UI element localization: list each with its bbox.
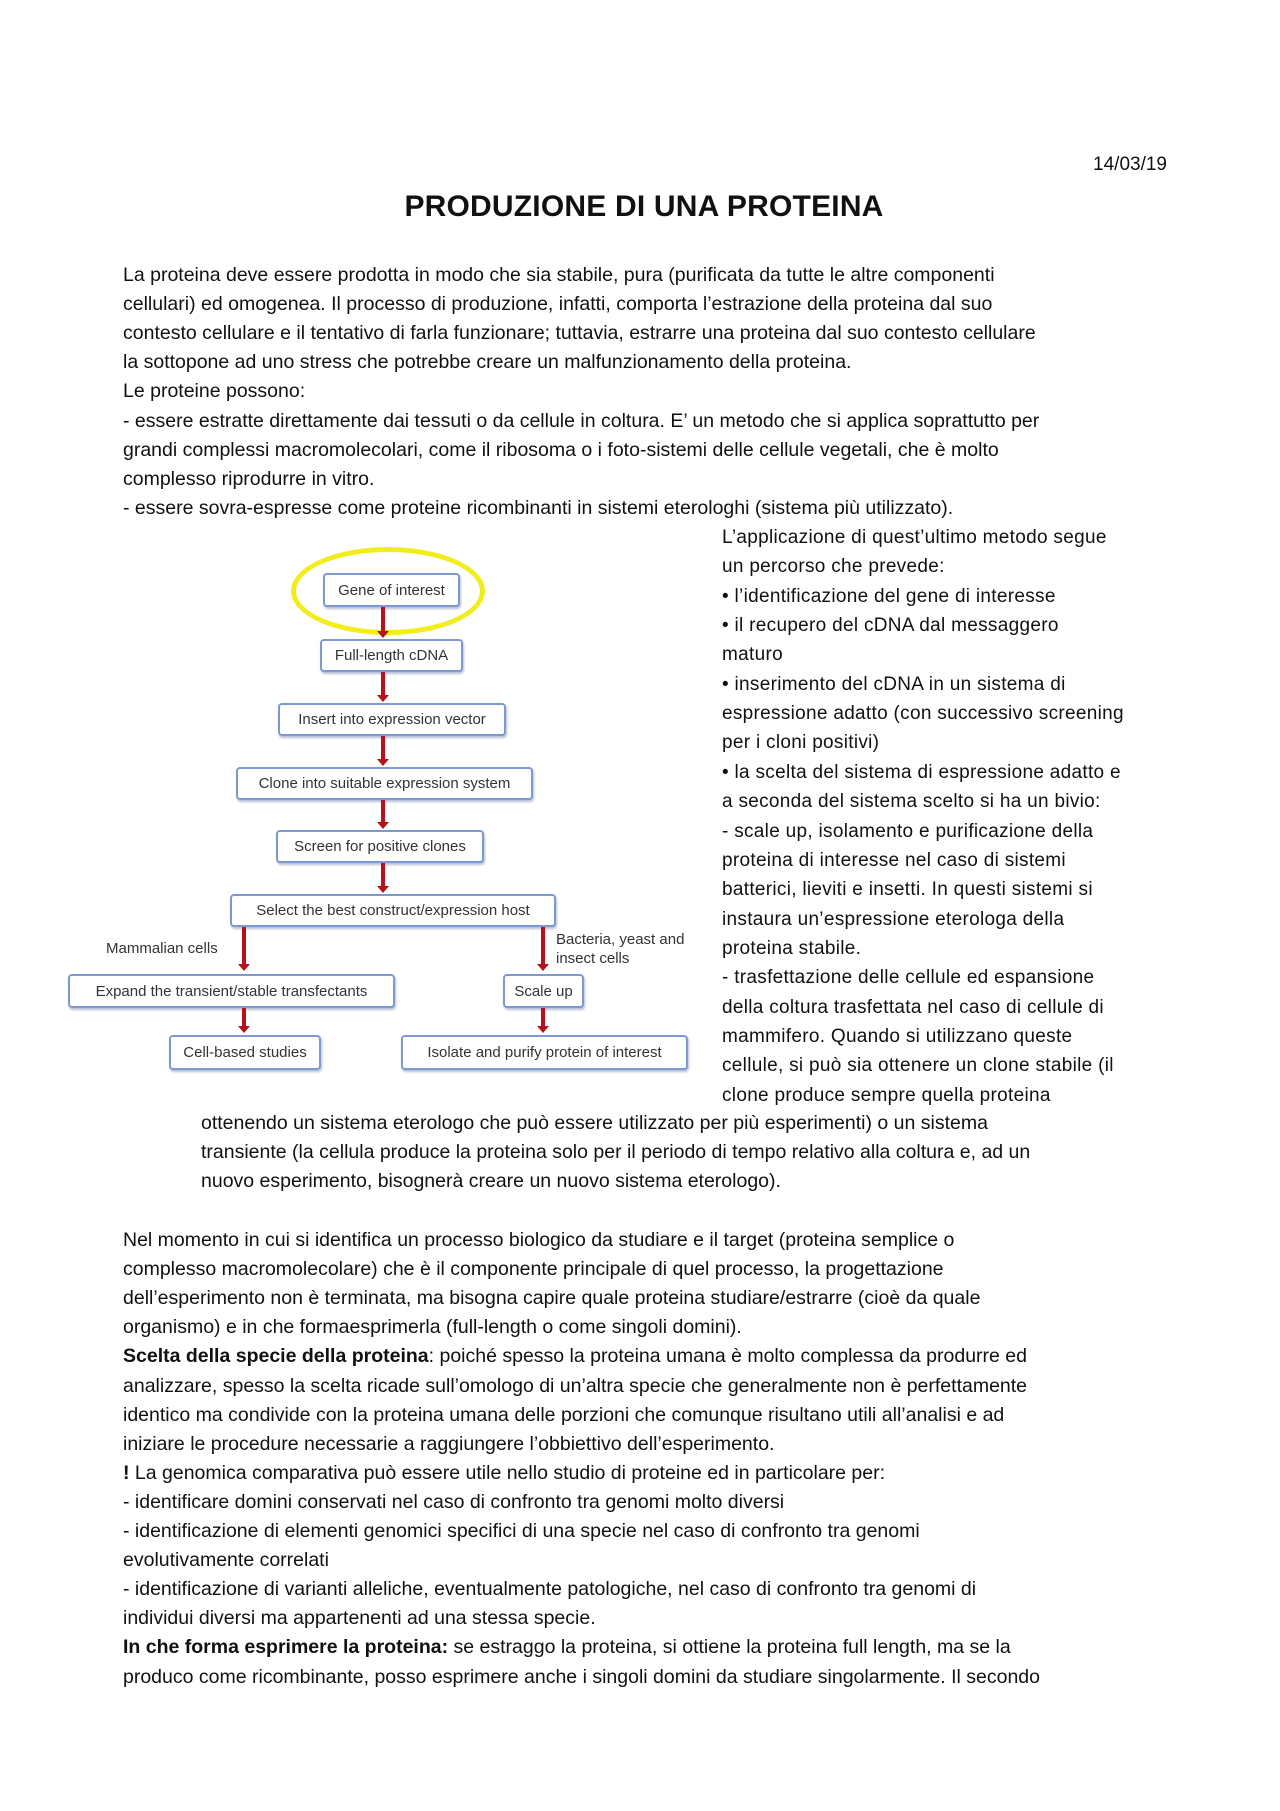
text-line-content: nuovo esperimento, bisognerà creare un nuovo sistema eterologo). — [201, 1170, 781, 1193]
text-line-content: La proteina deve essere prodotta in modo che sia stabile, pura (purificata da tutte le altre componenti — [123, 264, 995, 286]
text-line-content: Nel momento in cui si identifica un processo biologico da studiare e il target (proteina semplice o — [123, 1229, 955, 1251]
text-line — [123, 290, 992, 319]
text-line — [722, 758, 1121, 787]
text-line-content: complesso macromolecolare) che è il componente principale di quel processo, la progettazione — [123, 1258, 944, 1281]
text-line — [722, 934, 861, 963]
text-line — [722, 787, 1101, 816]
text-line — [123, 1546, 329, 1575]
arrow-down-icon — [541, 927, 545, 965]
bold-heading: ! — [123, 1461, 130, 1484]
text-line — [123, 1255, 944, 1284]
text-line — [123, 465, 374, 494]
bold-heading: In che forma esprimere la proteina: — [123, 1636, 449, 1659]
text-line — [123, 1372, 1027, 1401]
text-line — [123, 348, 851, 377]
text-line-content: instaura un’espressione eterologa della — [722, 908, 1065, 930]
text-line — [123, 1226, 954, 1255]
text-line — [123, 1663, 1040, 1692]
text-line-content: mammifero. Quando si utilizzano queste — [722, 1025, 1073, 1047]
text-line-content: grandi complessi macromolecolari, come il ribosoma o i foto-sistemi delle cellule vegetali, che è molto — [123, 438, 999, 461]
text-line — [722, 728, 879, 757]
text-line-content: individui diversi ma appartenenti ad una stessa specie. — [123, 1607, 596, 1630]
text-line — [722, 905, 1064, 934]
text-line-content: La genomica comparativa può essere utile nello studio di proteine ed in particolare per: — [129, 1461, 886, 1484]
step-gene-of-interest: Gene of interest — [323, 573, 460, 607]
step-select-host: Select the best construct/expression host — [230, 894, 556, 927]
text-line — [123, 1459, 885, 1488]
text-line-content: iniziare le procedure necessarie a raggiungere l’obbiettivo dell’esperimento. — [123, 1432, 775, 1455]
arrow-down-icon — [242, 1008, 246, 1027]
text-line-content: - trasfettazione delle cellule ed espansione — [722, 967, 1095, 989]
text-line-content: - essere estratte direttamente dai tessuti o da cellule in coltura. E’ un metodo che si applica soprattutto per — [123, 409, 1040, 432]
text-line — [722, 1022, 1072, 1051]
branch-label-bacteria-line2: insect cells — [556, 950, 630, 967]
text-line — [123, 261, 995, 290]
text-line — [722, 1081, 1051, 1110]
page-title: PRODUZIONE DI UNA PROTEINA — [404, 190, 884, 223]
arrow-down-icon — [381, 672, 385, 696]
text-line — [123, 1342, 1027, 1371]
step-screen-clones: Screen for positive clones — [276, 830, 484, 863]
text-line-content: complesso riprodurre in vitro. — [123, 467, 375, 490]
text-line-content: un percorso che prevede: — [722, 556, 945, 578]
text-line-content: contesto cellulare e il tentativo di farla funzionare; tuttavia, estrarre una proteina dal suo contesto cellulare — [123, 322, 1036, 345]
text-line-content: - identificazione di varianti alleliche, eventualmente patologiche, nel caso di confronto tra genomi di — [123, 1578, 977, 1601]
text-line — [123, 1401, 1004, 1430]
arrow-down-icon — [541, 1008, 545, 1027]
text-line-content: L’applicazione di quest’ultimo metodo segue — [722, 527, 1107, 548]
text-line — [123, 319, 1036, 348]
text-line-content: : poiché spesso la proteina umana è molto complessa da produrre ed — [428, 1345, 1027, 1368]
text-line-content: proteina stabile. — [722, 937, 862, 959]
text-line-content: la sottopone ad uno stress che potrebbe creare un malfunzionamento della proteina. — [123, 351, 852, 374]
text-line — [722, 1051, 1114, 1080]
text-line-content: analizzare, spesso la scelta ricade sull’omologo di un’altra specie che generalmente non è perfettamente — [123, 1374, 1028, 1397]
text-line-content: per i cloni positivi) — [722, 732, 880, 754]
arrow-down-icon — [242, 927, 246, 965]
step-scale-up: Scale up — [503, 974, 584, 1008]
text-line — [123, 1488, 784, 1517]
branch-label-bacteria — [556, 930, 684, 968]
text-line — [722, 582, 1056, 611]
text-line — [722, 640, 783, 669]
text-line-content: transiente (la cellula produce la proteina solo per il periodo di tempo relativo alla coltura e, ad un — [201, 1141, 1031, 1164]
text-line — [722, 875, 1093, 904]
text-line — [123, 1575, 976, 1604]
text-line — [722, 611, 1059, 640]
text-line-content: espressione adatto (con successivo screening — [722, 703, 1124, 725]
text-line-content: Le proteine possono: — [123, 380, 306, 403]
step-insert-vector: Insert into expression vector — [278, 703, 506, 736]
text-line-content: se estraggo la proteina, si ottiene la proteina full length, ma se la — [448, 1636, 1011, 1659]
branch-label-mammalian: Mammalian cells — [106, 940, 218, 957]
text-line-content: maturo — [722, 644, 783, 666]
document-date: 14/03/19 — [1093, 154, 1167, 175]
text-line-content: • l’identificazione del gene di interesse — [722, 585, 1056, 607]
text-line — [123, 1313, 742, 1342]
text-line-content: evolutivamente correlati — [123, 1549, 329, 1572]
text-line-content: - essere sovra-espresse come proteine ricombinanti in sistemi eterologhi (sistema più utilizzato). — [123, 496, 954, 519]
text-line — [123, 436, 999, 465]
text-line — [201, 1109, 988, 1138]
text-line — [722, 552, 945, 581]
text-line-content: identico ma condivide con la proteina umana delle porzioni che comunque risultano utili all’analisi e ad — [123, 1403, 1005, 1426]
text-line — [123, 1430, 774, 1459]
text-line-content: proteina di interesse nel caso di sistemi — [722, 849, 1066, 871]
text-line — [123, 1633, 1011, 1662]
text-line — [123, 407, 1039, 436]
step-full-length-cdna: Full-length cDNA — [320, 639, 463, 672]
arrow-down-icon — [381, 863, 385, 887]
step-isolate-purify: Isolate and purify protein of interest — [401, 1035, 688, 1070]
text-line — [201, 1167, 781, 1196]
text-line-content: clone produce sempre quella proteina — [722, 1084, 1051, 1106]
bold-heading: Scelta della specie della proteina — [123, 1345, 429, 1368]
text-line — [201, 1138, 1030, 1167]
text-line-content: a seconda del sistema scelto si ha un bivio: — [722, 791, 1101, 813]
text-line-content: ottenendo un sistema eterologo che può essere utilizzato per più esperimenti) o un sistema — [201, 1112, 988, 1134]
arrow-down-icon — [381, 607, 385, 632]
text-line-content: produco come ricombinante, posso esprimere anche i singoli domini da studiare singolarmente. Il secondo — [123, 1665, 1040, 1688]
step-clone-expression-system: Clone into suitable expression system — [236, 767, 533, 800]
text-line — [722, 817, 1093, 846]
text-line-content: - identificazione di elementi genomici specifici di una specie nel caso di confronto tra genomi — [123, 1520, 920, 1542]
text-line — [123, 1284, 980, 1313]
text-line — [722, 963, 1094, 992]
text-line-content: della coltura trasfettata nel caso di cellule di — [722, 996, 1104, 1018]
text-line-content: - scale up, isolamento e purificazione della — [722, 820, 1094, 842]
step-expand-transfectants: Expand the transient/stable transfectants — [68, 974, 395, 1008]
text-line — [722, 699, 1124, 728]
text-line-content: • il recupero del cDNA dal messaggero — [722, 615, 1059, 637]
step-cell-based-studies: Cell-based studies — [169, 1035, 321, 1070]
text-line-content: cellule, si può sia ottenere un clone stabile (il — [722, 1055, 1114, 1077]
branch-label-bacteria-line1: Bacteria, yeast and — [556, 931, 685, 948]
text-line-content: • la scelta del sistema di espressione adatto e — [722, 761, 1121, 783]
text-line-content: dell’esperimento non è terminata, ma bisogna capire quale proteina studiare/estrarre (cioè da quale — [123, 1287, 981, 1310]
arrow-down-icon — [381, 736, 385, 760]
text-line — [123, 494, 953, 523]
text-line-content: batterici, lieviti e insetti. In questi sistemi si — [722, 879, 1093, 901]
text-line-content: cellulari) ed omogenea. Il processo di produzione, infatti, comporta l’estrazione della proteina dal suo — [123, 293, 993, 316]
text-line-content: • inserimento del cDNA in un sistema di — [722, 673, 1066, 695]
text-line — [722, 993, 1104, 1022]
text-line — [123, 1604, 596, 1633]
text-line — [722, 523, 1107, 552]
arrow-down-icon — [381, 800, 385, 823]
text-line-content: organismo) e in che formaesprimerla (full-length o come singoli domini). — [123, 1316, 742, 1339]
text-line — [722, 670, 1066, 699]
text-line — [123, 1517, 920, 1546]
text-line — [123, 377, 305, 406]
text-line-content: - identificare domini conservati nel caso di confronto tra genomi molto diversi — [123, 1490, 785, 1513]
text-line — [722, 846, 1066, 875]
